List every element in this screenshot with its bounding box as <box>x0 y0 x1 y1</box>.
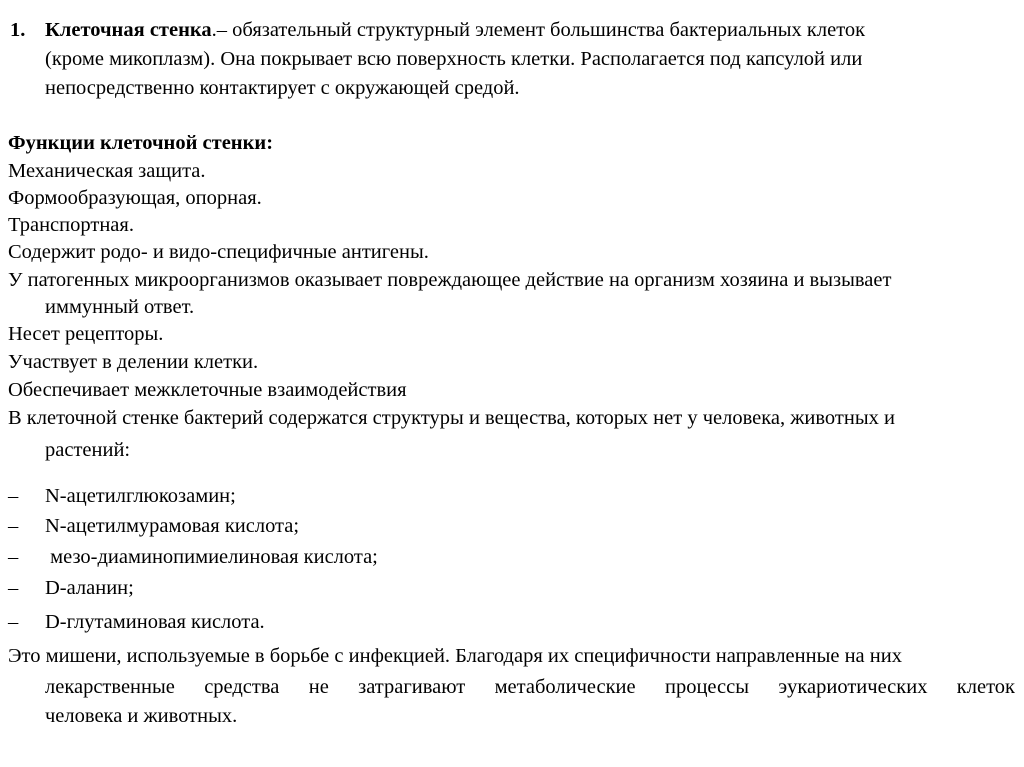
function-item-continuation: растений: <box>45 439 131 461</box>
section-number: 1. <box>10 19 26 41</box>
function-item: Обеспечивает межклеточные взаимодействия <box>8 379 407 401</box>
function-item: Участвует в делении клетки. <box>8 351 259 373</box>
conclusion-line-1: Это мишени, используемые в борьбе с инфекцией. Благодаря их специфичности направленные на них <box>8 645 902 667</box>
section-lead <box>45 20 865 41</box>
substance-item: мезо-диаминопимиелиновая кислота; <box>45 546 378 568</box>
substance-item: D-аланин; <box>45 577 134 599</box>
list-bullet: – <box>8 485 19 507</box>
list-bullet: – <box>8 577 19 599</box>
function-item-continuation: иммунный ответ. <box>45 296 195 318</box>
function-item: Несет рецепторы. <box>8 323 164 345</box>
function-item: Формообразующая, опорная. <box>8 187 262 209</box>
function-item: У патогенных микроорганизмов оказывает повреждающее действие на организм хозяина и вызывает <box>8 269 892 291</box>
section-line-2: (кроме микоплазм). Она покрывает всю поверхность клетки. Располагается под капсулой или <box>45 48 863 70</box>
conclusion-line-3: человека и животных. <box>45 705 238 727</box>
substance-item: D-глутаминовая кислота. <box>45 611 265 633</box>
functions-heading: Функции клеточной стенки: <box>8 132 274 154</box>
function-item: Механическая защита. <box>8 160 206 182</box>
list-bullet: – <box>8 546 19 568</box>
function-item: В клеточной стенке бактерий содержатся структуры и вещества, которых нет у человека, животных и <box>8 407 895 429</box>
substance-item: N-ацетилглюкозамин; <box>45 485 236 507</box>
section-term: Клеточная стенка <box>45 19 212 41</box>
section-lead-rest: .– обязательный структурный элемент большинства бактериальных клеток <box>211 19 866 41</box>
function-item: Содержит родо- и видо-специфичные антигены. <box>8 241 429 263</box>
conclusion-line-2: лекарственные средства не затрагивают метаболические процессы эукариотических клеток <box>45 676 1015 698</box>
list-bullet: – <box>8 611 19 633</box>
list-bullet: – <box>8 515 19 537</box>
function-item: Транспортная. <box>8 214 134 236</box>
substance-item: N-ацетилмурамовая кислота; <box>45 515 300 537</box>
section-line-3: непосредственно контактирует с окружающей средой. <box>45 77 520 99</box>
